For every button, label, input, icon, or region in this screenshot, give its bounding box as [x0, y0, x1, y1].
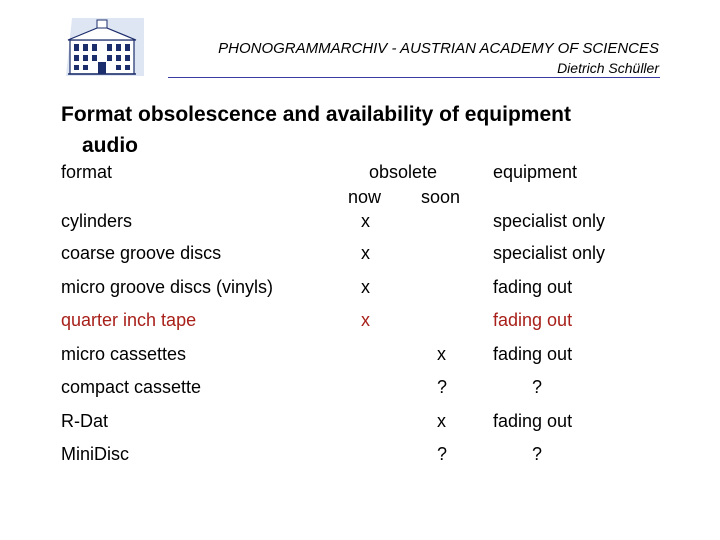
row-equipment: specialist only — [493, 243, 606, 263]
header-author: Dietrich Schüller — [557, 60, 659, 76]
column-header-format: format — [61, 162, 113, 182]
column-header-equipment: equipment — [493, 162, 578, 182]
row-format: MiniDisc — [61, 444, 130, 464]
row-equipment: fading out — [493, 344, 573, 364]
row-equipment: fading out — [493, 277, 573, 297]
row-soon-mark: ? — [437, 444, 448, 464]
row-format: coarse groove discs — [61, 243, 222, 263]
column-header-now: now — [348, 187, 382, 207]
row-equipment: fading out — [493, 411, 573, 431]
row-equipment: specialist only — [493, 211, 606, 231]
row-now-mark: x — [361, 243, 370, 263]
row-soon-mark: ? — [437, 377, 448, 397]
row-format: cylinders — [61, 211, 133, 231]
row-soon-mark: x — [437, 411, 446, 431]
row-format: quarter inch tape — [61, 310, 197, 330]
row-format: micro cassettes — [61, 344, 187, 364]
row-format: compact cassette — [61, 377, 202, 397]
row-now-mark: x — [361, 310, 370, 330]
row-equipment: ? — [532, 377, 543, 397]
row-equipment: fading out — [493, 310, 573, 330]
slide-subtitle: audio — [82, 134, 138, 157]
row-format: micro groove discs (vinyls) — [61, 277, 274, 297]
row-soon-mark: x — [437, 344, 446, 364]
row-format: R-Dat — [61, 411, 109, 431]
row-now-mark: x — [361, 211, 370, 231]
column-header-obsolete: obsolete — [369, 162, 438, 182]
academy-building-logo — [60, 18, 144, 80]
header-institution: PHONOGRAMMARCHIV - AUSTRIAN ACADEMY OF SCIENCES — [218, 40, 659, 57]
row-equipment: ? — [532, 444, 543, 464]
slide-title: Format obsolescence and availability of equipment — [61, 103, 571, 126]
column-header-soon: soon — [421, 187, 461, 207]
header-divider — [168, 77, 660, 78]
row-now-mark: x — [361, 277, 370, 297]
